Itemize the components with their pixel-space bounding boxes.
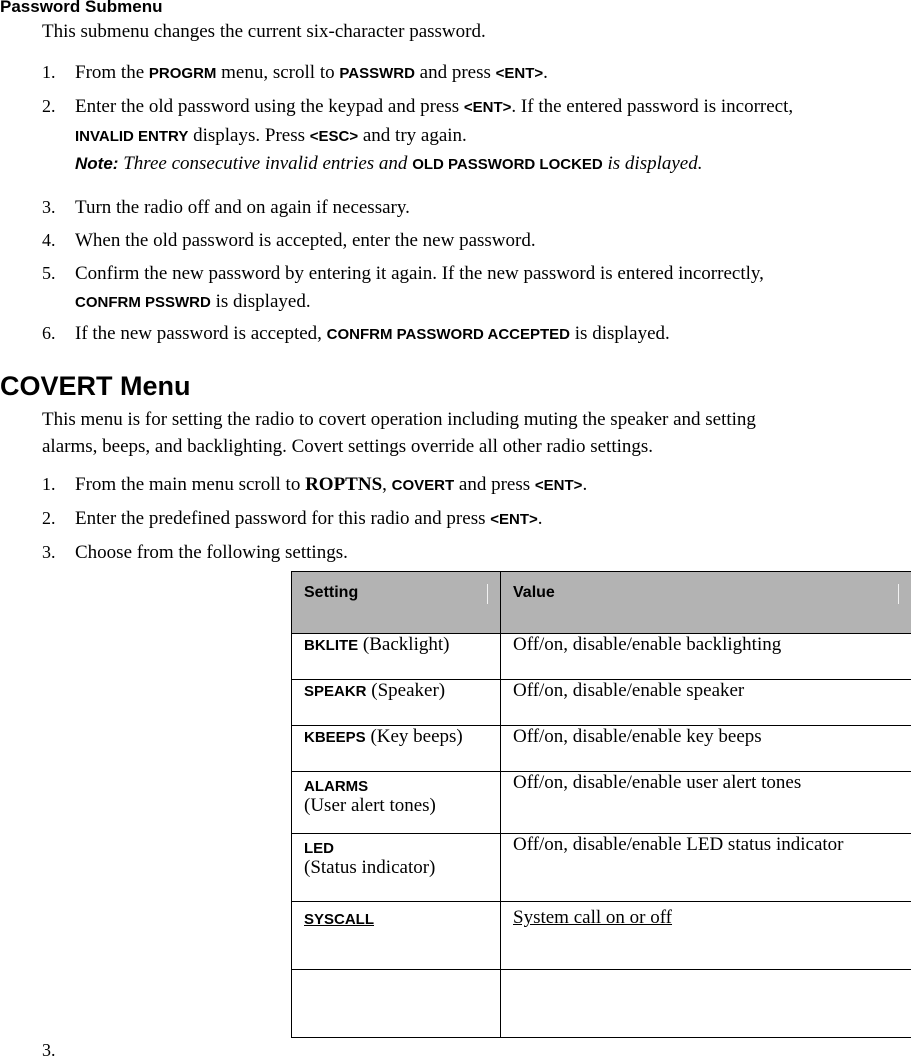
covert-step-2: Enter the predefined password for this radio and press <ENT>. [75, 505, 911, 534]
password-step-3: Turn the radio off and on again if necessary. [75, 194, 911, 222]
table-header-row [292, 572, 911, 634]
section-heading-covert-menu: COVERT Menu [0, 371, 191, 402]
trailing-step-number: 3. [42, 1040, 56, 1061]
note: Note: Three consecutive invalid entries and OLD PASSWORD LOCKED is displayed. [75, 150, 911, 179]
table-row: LED (Status indicator) Off/on, disable/enable LED status indicator [292, 834, 911, 902]
header-value: Value [501, 572, 911, 634]
step-number: 5. [42, 263, 56, 284]
step-number: 1. [42, 62, 56, 83]
table-row: KBEEPS (Key beeps) Off/on, disable/enable key beeps [292, 726, 911, 772]
covert-step-3: Choose from the following settings. [75, 539, 911, 567]
password-step-2: Enter the old password using the keypad and press <ENT>. If the entered password is incorrect, INVALID ENTRY displays. Press <ESC> and try again. [75, 93, 911, 151]
step-number: 3. [42, 542, 56, 563]
table-row: SPEAKR (Speaker) Off/on, disable/enable speaker [292, 680, 911, 726]
table-row: BKLITE (Backlight) Off/on, disable/enable backlighting [292, 634, 911, 680]
step-number: 6. [42, 323, 56, 344]
step-number: 2. [42, 96, 56, 117]
section-heading-password-submenu: Password Submenu [0, 0, 162, 17]
password-step-4: When the old password is accepted, enter the new password. [75, 227, 911, 255]
step-number: 1. [42, 474, 56, 495]
step-number: 4. [42, 230, 56, 251]
note-label: Note: [75, 154, 118, 173]
header-setting: Setting [292, 572, 501, 634]
password-step-5: Confirm the new password by entering it again. If the new password is entered incorrectly, CONFRM PSSWRD is displayed. [75, 260, 911, 317]
covert-step-1: From the main menu scroll to ROPTNS, COVERT and press <ENT>. [75, 471, 911, 500]
step-number: 3. [42, 197, 56, 218]
password-step-1: From the PROGRM menu, scroll to PASSWRD and press <ENT>. [75, 59, 911, 88]
table-row: ALARMS (User alert tones) Off/on, disable/enable user alert tones [292, 772, 911, 834]
settings-table [291, 571, 911, 1038]
covert-intro: This menu is for setting the radio to covert operation including muting the speaker and setting alarms, beeps, and backlighting. Covert settings override all other radio settings. [42, 406, 756, 460]
step-number: 2. [42, 508, 56, 529]
password-intro: This submenu changes the current six-character password. [42, 18, 486, 45]
table-row: SYSCALL System call on or off [292, 902, 911, 970]
table-row-empty [292, 970, 911, 1038]
password-step-6: If the new password is accepted, CONFRM PASSWORD ACCEPTED is displayed. [75, 320, 911, 349]
